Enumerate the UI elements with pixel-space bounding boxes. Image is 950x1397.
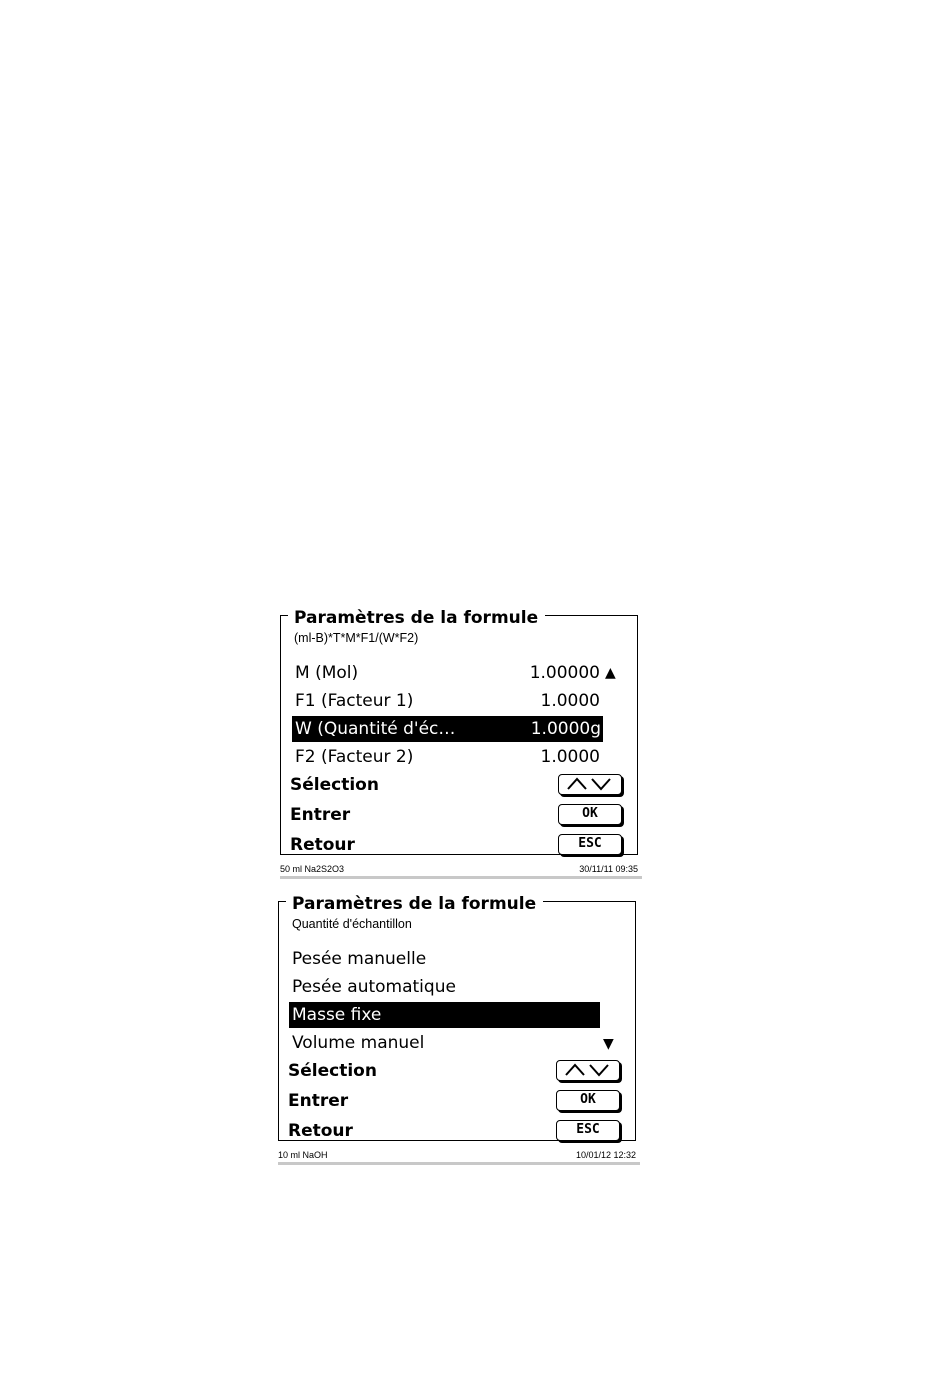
up-down-arrows-icon xyxy=(564,777,616,791)
param-value: 1.0000g xyxy=(530,719,601,739)
esc-button[interactable]: ESC xyxy=(556,1120,620,1141)
formula-parameters-screen xyxy=(274,605,642,881)
param-value: 1.00000 xyxy=(529,663,600,683)
status-datetime: 30/11/11 09:35 xyxy=(579,864,638,874)
param-row-w-selected[interactable] xyxy=(292,716,603,742)
option-label: Pesée automatique xyxy=(292,977,456,997)
ok-button[interactable]: OK xyxy=(558,804,622,825)
sample-subtitle: Quantité d'échantillon xyxy=(292,917,412,931)
param-label: M (Mol) xyxy=(295,663,359,683)
screen-title: Paramètres de la formule xyxy=(288,608,545,628)
enter-label: Entrer xyxy=(288,1091,349,1111)
option-label: Volume manuel xyxy=(292,1033,425,1053)
enter-label: Entrer xyxy=(290,805,351,825)
status-method: 10 ml NaOH xyxy=(278,1150,328,1160)
status-method: 50 ml Na2S2O3 xyxy=(280,864,345,874)
param-label: F1 (Facteur 1) xyxy=(295,691,414,711)
status-bar-shadow xyxy=(280,876,642,879)
option-label: Pesée manuelle xyxy=(292,949,427,969)
option-label: Masse fixe xyxy=(292,1005,382,1025)
up-down-keys-button[interactable] xyxy=(558,774,622,795)
scroll-down-icon: ▼ xyxy=(603,1036,614,1052)
option-manual-volume[interactable] xyxy=(289,1030,599,1056)
param-value: 1.0000 xyxy=(540,747,600,767)
param-row-f2[interactable] xyxy=(292,744,602,770)
status-bar xyxy=(278,1148,636,1162)
ok-button[interactable]: OK xyxy=(556,1090,620,1111)
param-label: F2 (Facteur 2) xyxy=(295,747,414,767)
up-down-keys-button[interactable] xyxy=(556,1060,620,1081)
option-automatic-weighing[interactable] xyxy=(289,974,599,1000)
param-row-m[interactable] xyxy=(292,660,622,686)
status-bar xyxy=(280,862,638,876)
scroll-up-icon: ▲ xyxy=(605,665,616,681)
screen-title: Paramètres de la formule xyxy=(286,894,543,914)
formula-subtitle: (ml-B)*T*M*F1/(W*F2) xyxy=(294,631,419,645)
esc-button[interactable]: ESC xyxy=(558,834,622,855)
param-row-f1[interactable] xyxy=(292,688,602,714)
option-fixed-mass-selected[interactable] xyxy=(289,1002,600,1028)
status-bar-shadow xyxy=(278,1162,640,1165)
param-label: W (Quantité d'éc… xyxy=(295,719,456,739)
status-datetime: 10/01/12 12:32 xyxy=(575,1150,636,1160)
selection-label: Sélection xyxy=(288,1061,377,1081)
option-manual-weighing[interactable] xyxy=(289,946,599,972)
up-down-arrows-icon xyxy=(562,1063,614,1077)
param-value: 1.0000 xyxy=(540,691,600,711)
sample-quantity-screen xyxy=(272,891,640,1167)
back-label: Retour xyxy=(288,1121,353,1141)
selection-label: Sélection xyxy=(290,775,379,795)
back-label: Retour xyxy=(290,835,355,855)
